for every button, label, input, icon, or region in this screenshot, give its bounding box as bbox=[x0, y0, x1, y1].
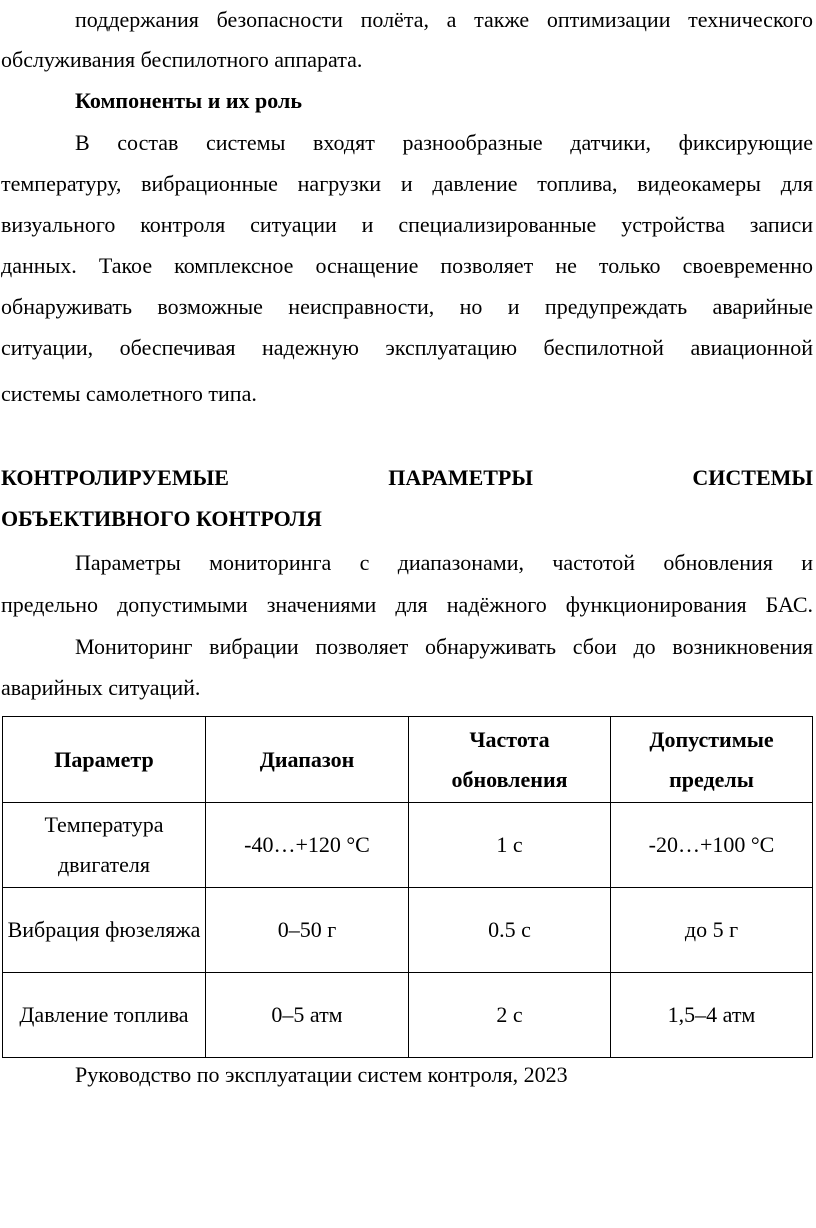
section-subheading: Компоненты и их роль bbox=[75, 88, 302, 113]
paragraph-line: Параметры мониторинга с диапазонами, частотой обновления и bbox=[75, 550, 813, 575]
table-row bbox=[3, 888, 813, 973]
table-row bbox=[3, 973, 813, 1058]
table-header-cell: Параметр bbox=[3, 717, 206, 803]
paragraph-line: обнаруживать возможные неисправности, но и предупреждать аварийные bbox=[1, 294, 813, 319]
paragraph-line: предельно допустимыми значениями для надёжного функционирования БАС. bbox=[1, 592, 813, 617]
table-caption: Руководство по эксплуатации систем контроля, 2023 bbox=[75, 1062, 568, 1087]
table-cell: 1 с bbox=[409, 803, 611, 888]
paragraph-line: ситуации, обеспечивая надежную эксплуатацию беспилотной авиационной bbox=[1, 335, 813, 360]
table-cell: Вибрация фюзеляжа bbox=[3, 888, 206, 973]
table-cell: Давление топлива bbox=[3, 973, 206, 1058]
section-heading: ОБЪЕКТИВНОГО КОНТРОЛЯ bbox=[1, 506, 322, 531]
paragraph-line: аварийных ситуаций. bbox=[1, 675, 201, 700]
paragraph-line: температуру, вибрационные нагрузки и давление топлива, видеокамеры для bbox=[1, 171, 813, 196]
table-cell: до 5 г bbox=[611, 888, 813, 973]
paragraph-line: данных. Такое комплексное оснащение позволяет не только своевременно bbox=[1, 253, 813, 278]
parameters-table bbox=[2, 716, 813, 1058]
paragraph-line: В состав системы входят разнообразные датчики, фиксирующие bbox=[75, 130, 813, 155]
table-cell: 0.5 с bbox=[409, 888, 611, 973]
text-line: обслуживания беспилотного аппарата. bbox=[1, 47, 363, 72]
table-row bbox=[3, 803, 813, 888]
table-cell: 1,5–4 атм bbox=[611, 973, 813, 1058]
table-header-cell: Допустимые пределы bbox=[611, 717, 813, 803]
table-cell: 2 с bbox=[409, 973, 611, 1058]
table-cell: -40…+120 °C bbox=[206, 803, 409, 888]
text-line: поддержания безопасности полёта, а также оптимизации технического bbox=[75, 7, 813, 32]
section-heading: КОНТРОЛИРУЕМЫЕ ПАРАМЕТРЫ СИСТЕМЫ bbox=[1, 465, 813, 490]
table-header-cell: Диапазон bbox=[206, 717, 409, 803]
table-cell: 0–50 г bbox=[206, 888, 409, 973]
table-cell: Температура двигателя bbox=[3, 803, 206, 888]
table-cell: -20…+100 °C bbox=[611, 803, 813, 888]
table-cell: 0–5 атм bbox=[206, 973, 409, 1058]
paragraph-line: Мониторинг вибрации позволяет обнаруживать сбои до возникновения bbox=[75, 634, 813, 659]
paragraph-line: визуального контроля ситуации и специализированные устройства записи bbox=[1, 212, 813, 237]
table-header-row bbox=[3, 717, 813, 803]
table-header-cell: Частота обновления bbox=[409, 717, 611, 803]
paragraph-line: системы самолетного типа. bbox=[1, 381, 257, 406]
